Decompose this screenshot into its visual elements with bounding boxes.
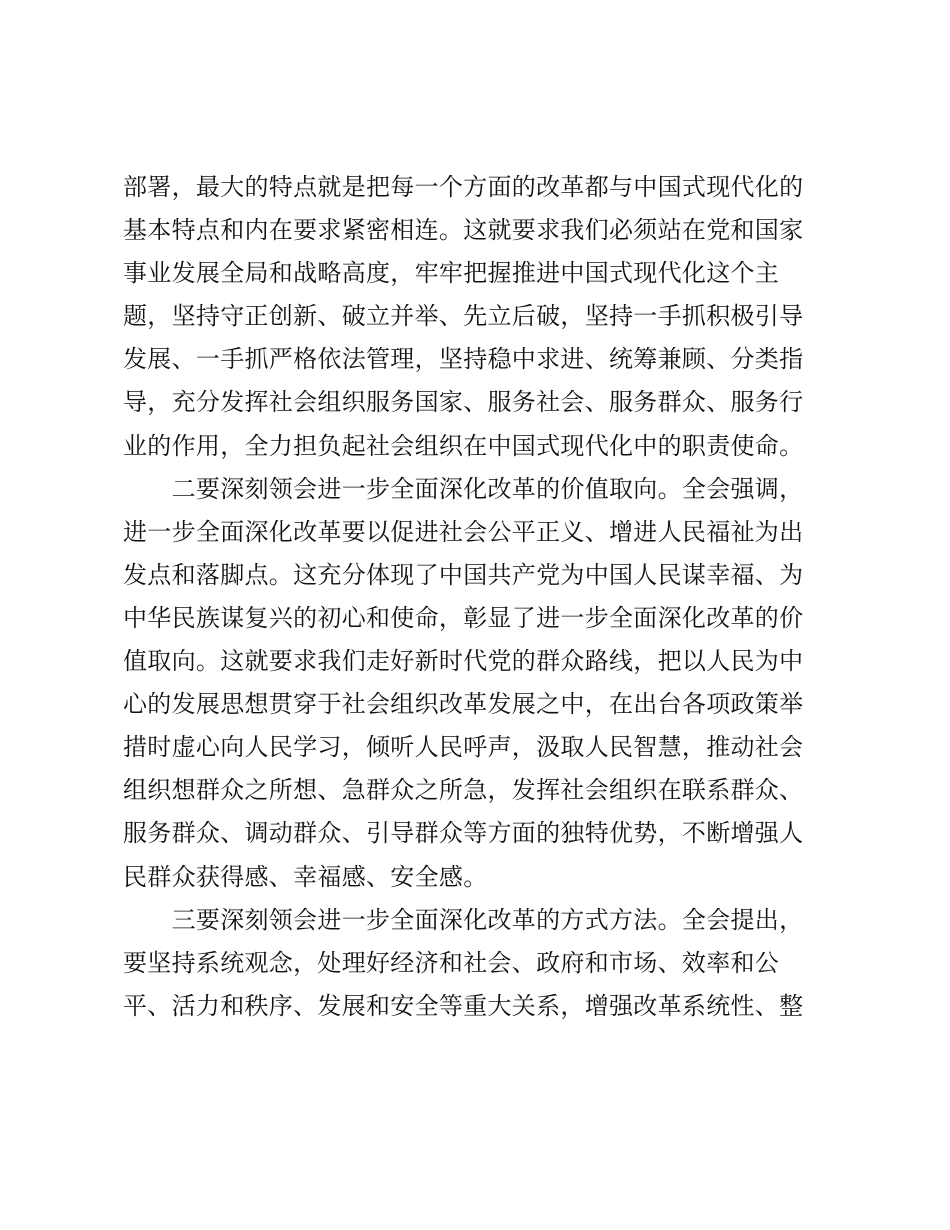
text-line: 要坚持系统观念，处理好经济和社会、政府和市场、效率和公 xyxy=(123,948,780,977)
text-line: 事业发展全局和战略高度，牢牢把握推进中国式现代化这个主 xyxy=(123,259,780,288)
text-line: 民群众获得感、幸福感、安全感。 xyxy=(123,862,488,891)
text-line: 基本特点和内在要求紧密相连。这就要求我们必须站在党和国家 xyxy=(123,216,804,245)
text-line: 发展、一手抓严格依法管理，坚持稳中求进、统筹兼顾、分类指 xyxy=(123,345,804,374)
paragraph-start-line: 二要深刻领会进一步全面深化改革的价值取向。全会强调， xyxy=(123,474,804,503)
body-text xyxy=(123,166,833,1028)
text-line: 中华民族谋复兴的初心和使命，彰显了进一步全面深化改革的价 xyxy=(123,603,804,632)
text-line: 发点和落脚点。这充分体现了中国共产党为中国人民谋幸福、为 xyxy=(123,560,804,589)
text-line: 部署，最大的特点就是把每一个方面的改革都与中国式现代化的 xyxy=(123,173,804,201)
text-line: 平、活力和秩序、发展和安全等重大关系，增强改革系统性、整 xyxy=(123,991,804,1020)
text-line: 心的发展思想贯穿于社会组织改革发展之中，在出台各项政策举 xyxy=(123,690,804,719)
text-line: 服务群众、调动群众、引导群众等方面的独特优势，不断增强人 xyxy=(123,819,804,848)
paragraph-start-line: 三要深刻领会进一步全面深化改革的方式方法。全会提出， xyxy=(123,905,804,934)
text-line: 进一步全面深化改革要以促进社会公平正义、增进人民福祉为出 xyxy=(123,517,804,546)
text-line: 题，坚持守正创新、破立并举、先立后破，坚持一手抓积极引导 xyxy=(123,302,804,331)
text-line: 业的作用，全力担负起社会组织在中国式现代化中的职责使命。 xyxy=(123,431,804,460)
text-line: 值取向。这就要求我们走好新时代党的群众路线，把以人民为中 xyxy=(123,647,804,676)
text-line: 导，充分发挥社会组织服务国家、服务社会、服务群众、服务行 xyxy=(123,388,804,417)
text-line: 措时虚心向人民学习，倾听人民呼声，汲取人民智慧，推动社会 xyxy=(123,733,804,762)
text-line: 组织想群众之所想、急群众之所急，发挥社会组织在联系群众、 xyxy=(123,776,804,805)
